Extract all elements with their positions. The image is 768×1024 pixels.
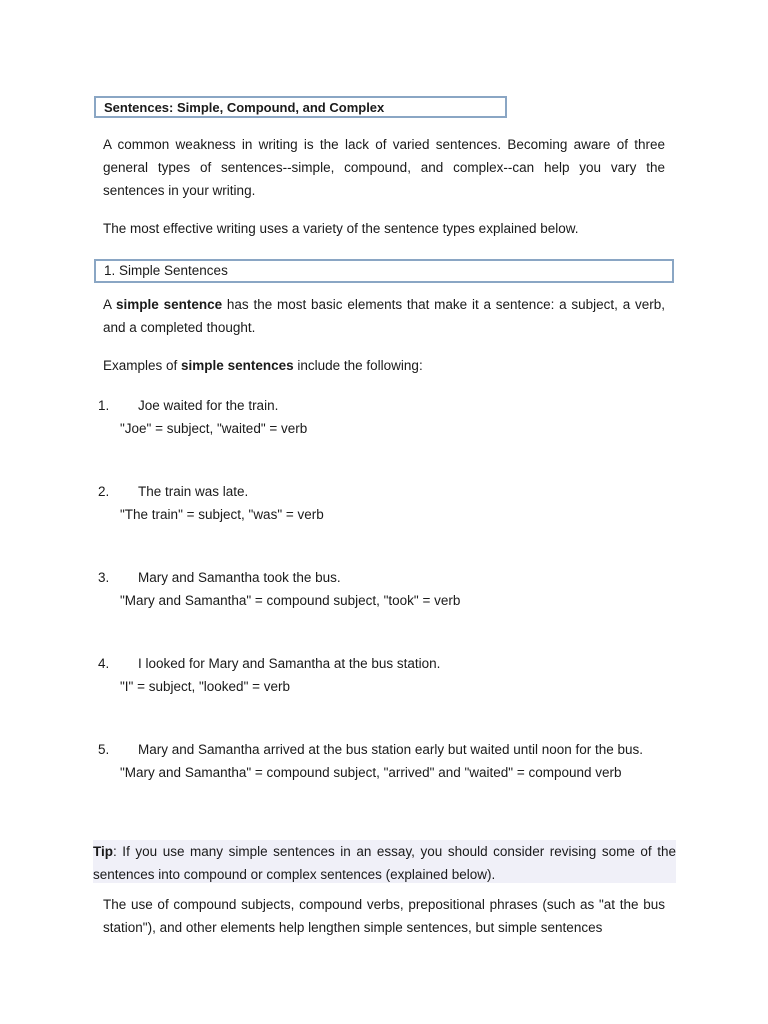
- list-item-number: 5.: [98, 742, 110, 757]
- list-item-sentence: Joe waited for the train.: [138, 398, 279, 413]
- definition-term: simple sentence: [116, 297, 223, 312]
- definition-prefix: A: [103, 297, 117, 312]
- list-item: [98, 652, 698, 698]
- list-item-number: 3.: [98, 570, 110, 585]
- tip-callout: [93, 840, 676, 883]
- list-item: [98, 738, 698, 784]
- intro-paragraph-1: A common weakness in writing is the lack of varied sentences. Becoming aware of three general types of sentences--simple, compound, and complex--can help you vary the sentences in your writing.: [103, 137, 665, 198]
- closing-paragraph: The use of compound subjects, compound verbs, prepositional phrases (such as "at the bus station"), and other elements help lengthen simple sentences, but simple sentences: [103, 897, 665, 935]
- simple-sentence-definition: [103, 293, 665, 339]
- list-item: [98, 480, 698, 526]
- section-heading-simple-sentences: 1. Simple Sentences: [94, 259, 674, 283]
- intro-paragraph-2: The most effective writing uses a variety of the sentence types explained below.: [103, 221, 579, 236]
- list-item: [98, 566, 698, 612]
- list-item-number: 1.: [98, 398, 110, 413]
- list-item-note: "I" = subject, "looked" = verb: [120, 679, 291, 694]
- list-item-sentence: Mary and Samantha took the bus.: [138, 570, 341, 585]
- examples-suffix: include the following:: [293, 358, 423, 373]
- tip-text: : If you use many simple sentences in an essay, you should consider revising some of the sentences into compound or complex sentences (explained below).: [93, 844, 676, 882]
- list-item-note: "Mary and Samantha" = compound subject, "took" = verb: [120, 593, 461, 608]
- list-item-number: 4.: [98, 656, 110, 671]
- definition-suffix: has the most basic elements that make it a sentence: a subject, a verb, and a completed thought.: [103, 297, 665, 335]
- document-title: Sentences: Simple, Compound, and Complex: [94, 96, 507, 118]
- list-item: [98, 394, 698, 440]
- list-item-note: "The train" = subject, "was" = verb: [120, 507, 324, 522]
- tip-label: Tip: [93, 844, 113, 859]
- examples-prefix: Examples of: [103, 358, 182, 373]
- list-item-sentence: Mary and Samantha arrived at the bus station early but waited until noon for the bus.: [138, 742, 644, 757]
- list-item-number: 2.: [98, 484, 110, 499]
- list-item-sentence: I looked for Mary and Samantha at the bus station.: [138, 656, 441, 671]
- list-item-sentence: The train was late.: [138, 484, 249, 499]
- list-item-note: "Mary and Samantha" = compound subject, "arrived" and "waited" = compound verb: [120, 765, 622, 780]
- examples-term: simple sentences: [181, 358, 294, 373]
- examples-intro: [103, 354, 665, 377]
- list-item-note: "Joe" = subject, "waited" = verb: [120, 421, 308, 436]
